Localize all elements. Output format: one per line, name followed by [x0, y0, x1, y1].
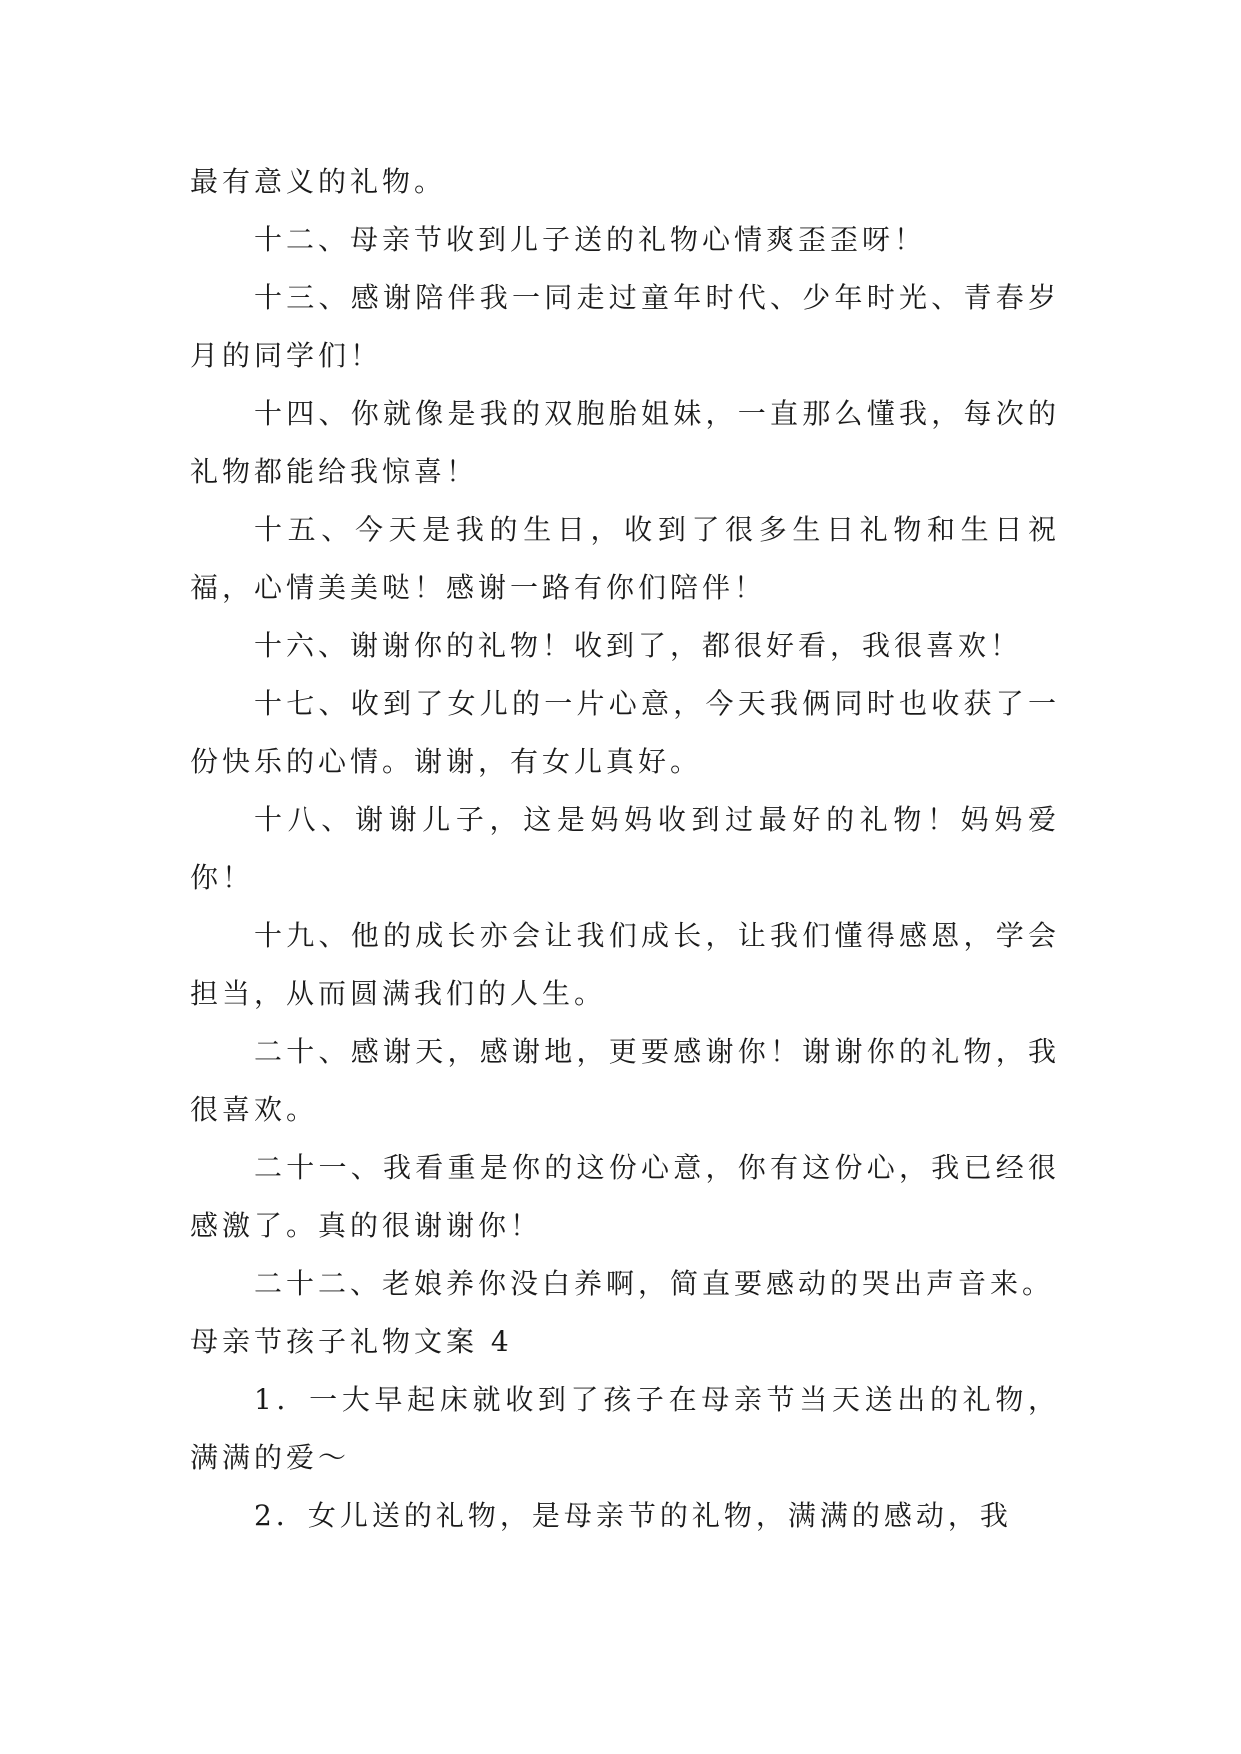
list-item-1: 1．一大早起床就收到了孩子在母亲节当天送出的礼物，满满的爱～ — [190, 1383, 1060, 1474]
paragraph-item-14: 十四、你就像是我的双胞胎姐妹，一直那么懂我，每次的礼物都能给我惊喜！ — [190, 397, 1060, 488]
paragraph-item-15: 十五、今天是我的生日，收到了很多生日礼物和生日祝福，心情美美哒！感谢一路有你们陪伴！ — [190, 513, 1060, 604]
document-body — [190, 153, 1060, 1545]
paragraph-item-20: 二十、感谢天，感谢地，更要感谢你！谢谢你的礼物，我很喜欢。 — [190, 1035, 1060, 1126]
paragraph-item-17: 十七、收到了女儿的一片心意，今天我俩同时也收获了一份快乐的心情。谢谢，有女儿真好。 — [190, 687, 1060, 778]
paragraph-item-12: 十二、母亲节收到儿子送的礼物心情爽歪歪呀！ — [254, 223, 927, 256]
list-item-2: 2．女儿送的礼物，是母亲节的礼物，满满的感动，我 — [254, 1499, 1012, 1532]
section-heading: 母亲节孩子礼物文案 4 — [190, 1325, 513, 1358]
paragraph-item-19: 十九、他的成长亦会让我们成长，让我们懂得感恩，学会担当，从而圆满我们的人生。 — [190, 919, 1060, 1010]
paragraph-continuation: 最有意义的礼物。 — [190, 165, 447, 198]
paragraph-item-13: 十三、感谢陪伴我一同走过童年时代、少年时光、青春岁月的同学们！ — [190, 281, 1060, 372]
paragraph-item-21: 二十一、我看重是你的这份心意，你有这份心，我已经很感激了。真的很谢谢你！ — [190, 1151, 1060, 1242]
paragraph-item-22: 二十二、老娘养你没白养啊，简直要感动的哭出声音来。 — [254, 1267, 1055, 1300]
paragraph-item-16: 十六、谢谢你的礼物！收到了，都很好看，我很喜欢！ — [254, 629, 1023, 662]
paragraph-item-18: 十八、谢谢儿子，这是妈妈收到过最好的礼物！妈妈爱你！ — [190, 803, 1060, 894]
